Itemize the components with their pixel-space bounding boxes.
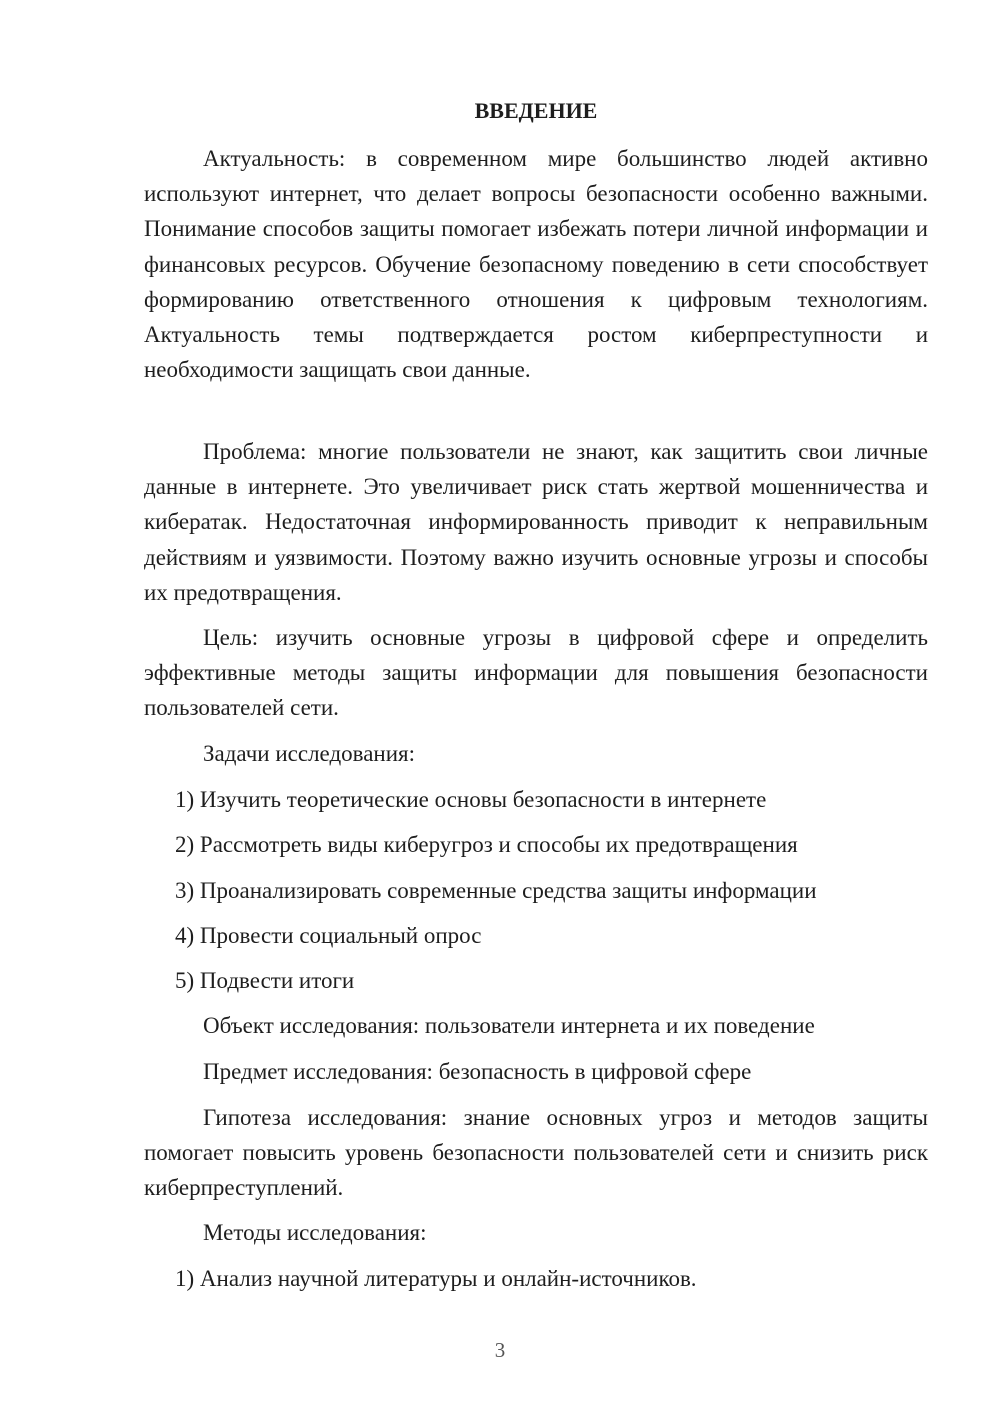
research-object: Объект исследования: пользователи интернета и их поведение <box>203 1013 815 1038</box>
method-item-1: 1) Анализ научной литературы и онлайн-источников. <box>175 1266 697 1291</box>
task-item-3: 3) Проанализировать современные средства защиты информации <box>175 878 817 903</box>
task-item-4: 4) Провести социальный опрос <box>175 923 482 948</box>
task-item-2: 2) Рассмотреть виды киберугроз и способы их предотвращения <box>175 832 798 857</box>
methods-heading: Методы исследования: <box>203 1220 427 1245</box>
tasks-heading: Задачи исследования: <box>203 741 416 766</box>
task-item-1: 1) Изучить теоретические основы безопасности в интернете <box>175 787 767 812</box>
problem-paragraph: Проблема: многие пользователи не знают, как защитить свои личные данные в интернете. Это увеличивает риск стать жертвой мошенничества и кибератак. Недостаточная информированность приводит к неправильным действиям и уязвимости. Поэтому важно изучить основные угрозы и способы их предотвращения. <box>144 439 928 605</box>
page-number: 3 <box>494 1338 506 1362</box>
page-title: ВВЕДЕНИЕ <box>474 98 598 123</box>
hypothesis-paragraph: Гипотеза исследования: знание основных угроз и методов защиты помогает повысить уровень безопасности пользователей сети и снизить риск киберпреступлений. <box>144 1105 928 1201</box>
task-item-5: 5) Подвести итоги <box>175 968 355 993</box>
relevance-paragraph: Актуальность: в современном мире большинство людей активно используют интернет, что делает вопросы безопасности особенно важными. Понимание способов защиты помогает избежать потери личной информации и финансовых ресурсов. Обучение безопасному поведению в сети способствует формированию ответственного отношения к цифровым технологиям. Актуальность темы подтверждается ростом киберпреступности и необходимости защищать свои данные. <box>144 146 928 383</box>
goal-paragraph: Цель: изучить основные угрозы в цифровой сфере и определить эффективные методы защиты информации для повышения безопасности пользователей сети. <box>144 625 928 721</box>
research-subject: Предмет исследования: безопасность в цифровой сфере <box>203 1059 752 1084</box>
